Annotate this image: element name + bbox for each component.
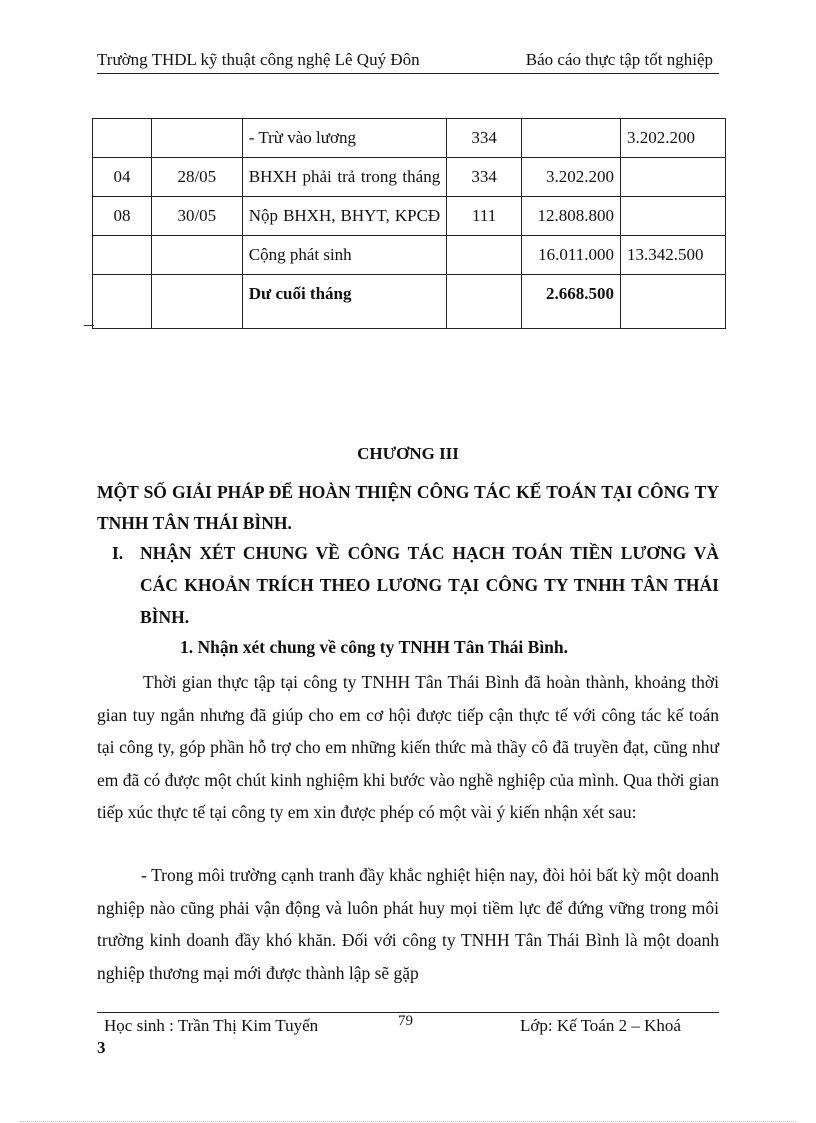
cell-number [93,119,152,158]
cell-number [93,275,152,329]
section-heading [112,537,719,633]
section-title: NHẬN XÉT CHUNG VỀ CÔNG TÁC HẠCH TOÁN TIỀN LƯƠNG VÀ CÁC KHOẢN TRÍCH THEO LƯƠNG TẠI CÔNG TY TNHH TÂN THÁI BÌNH. [140,543,719,627]
header-report-title: Báo cáo thực tập tốt nghiệp [525,50,713,69]
header-school: Trường THDL kỹ thuật công nghệ Lê Quý Đôn [97,50,420,69]
subsection-heading: 1. Nhận xét chung về công ty TNHH Tân Thái Bình. [180,637,569,657]
cell-date: 30/05 [151,197,242,236]
cell-date: 28/05 [151,158,242,197]
body-paragraph: Thời gian thực tập tại công ty TNHH Tân Thái Bình đã hoàn thành, khoảng thời gian tuy ngắn nhưng đã giúp cho em cơ hội được tiếp cận thực tế với công tác kế toán tại công ty, góp phần hỗ trợ cho em những kiến thức mà thầy cô đã truyền đạt, cũng như em đã có được một chút kinh nghiệm khi bước vào nghề nghiệp của mình. Qua thời gian tiếp xúc thực tế tại công ty em xin được phép có một vài ý kiến nhận xét sau: [97,672,719,822]
margin-mark [84,325,94,326]
page-footer [0,1013,816,1076]
page-header [97,47,719,74]
cell-date [151,236,242,275]
cell-account [447,275,522,329]
cell-credit [621,158,726,197]
table-row [93,158,726,197]
cell-credit [621,197,726,236]
body-paragraph: - Trong môi trường cạnh tranh đầy khắc nghiệt hiện nay, đòi hỏi bất kỳ một doanh nghiệp nào cũng phải vận động và luôn phát huy mọi tiềm lực để đứng vững trong môi trường kinh doanh đầy khó khăn. Đối với công ty TNHH Tân Thái Bình là một doanh nghiệp thương mại mới được thành lập sẽ gặp [97,865,719,983]
cell-description: BHXH phải trả trong tháng [242,158,446,197]
cell-date [151,275,242,329]
section-number: I. [112,543,124,563]
cell-description: Nộp BHXH, BHYT, KPCĐ [242,197,446,236]
ledger-table [92,118,726,329]
cell-credit: 13.342.500 [621,236,726,275]
cell-number: 04 [93,158,152,197]
page-number: 79 [398,1013,413,1029]
cell-description: Dư cuối tháng [242,275,446,329]
table-row [93,275,726,329]
cell-number [93,236,152,275]
table-row [93,236,726,275]
cell-account [447,236,522,275]
cell-description: - Trừ vào lương [242,119,446,158]
cell-account: 334 [447,119,522,158]
cell-credit: 3.202.200 [621,119,726,158]
page-edge [20,1121,796,1122]
cell-number: 08 [93,197,152,236]
table-row [93,119,726,158]
footer-student: Học sinh : Trần Thị Kim Tuyến [104,1016,319,1035]
footer-class: Lớp: Kế Toán 2 – Khoá [520,1016,681,1035]
cell-credit [621,275,726,329]
cell-account: 334 [447,158,522,197]
cell-account: 111 [447,197,522,236]
table-row [93,197,726,236]
cell-debit: 16.011.000 [522,236,621,275]
footer-class-continued: 3 [97,1038,106,1057]
cell-debit: 3.202.200 [522,158,621,197]
cell-debit: 2.668.500 [522,275,621,329]
cell-description: Cộng phát sinh [242,236,446,275]
cell-debit: 12.808.800 [522,197,621,236]
chapter-label: CHƯƠNG III [357,444,459,463]
chapter-title: MỘT SỐ GIẢI PHÁP ĐỂ HOÀN THIỆN CÔNG TÁC KẾ TOÁN TẠI CÔNG TY TNHH TÂN THÁI BÌNH. [97,482,719,533]
cell-debit [522,119,621,158]
cell-date [151,119,242,158]
